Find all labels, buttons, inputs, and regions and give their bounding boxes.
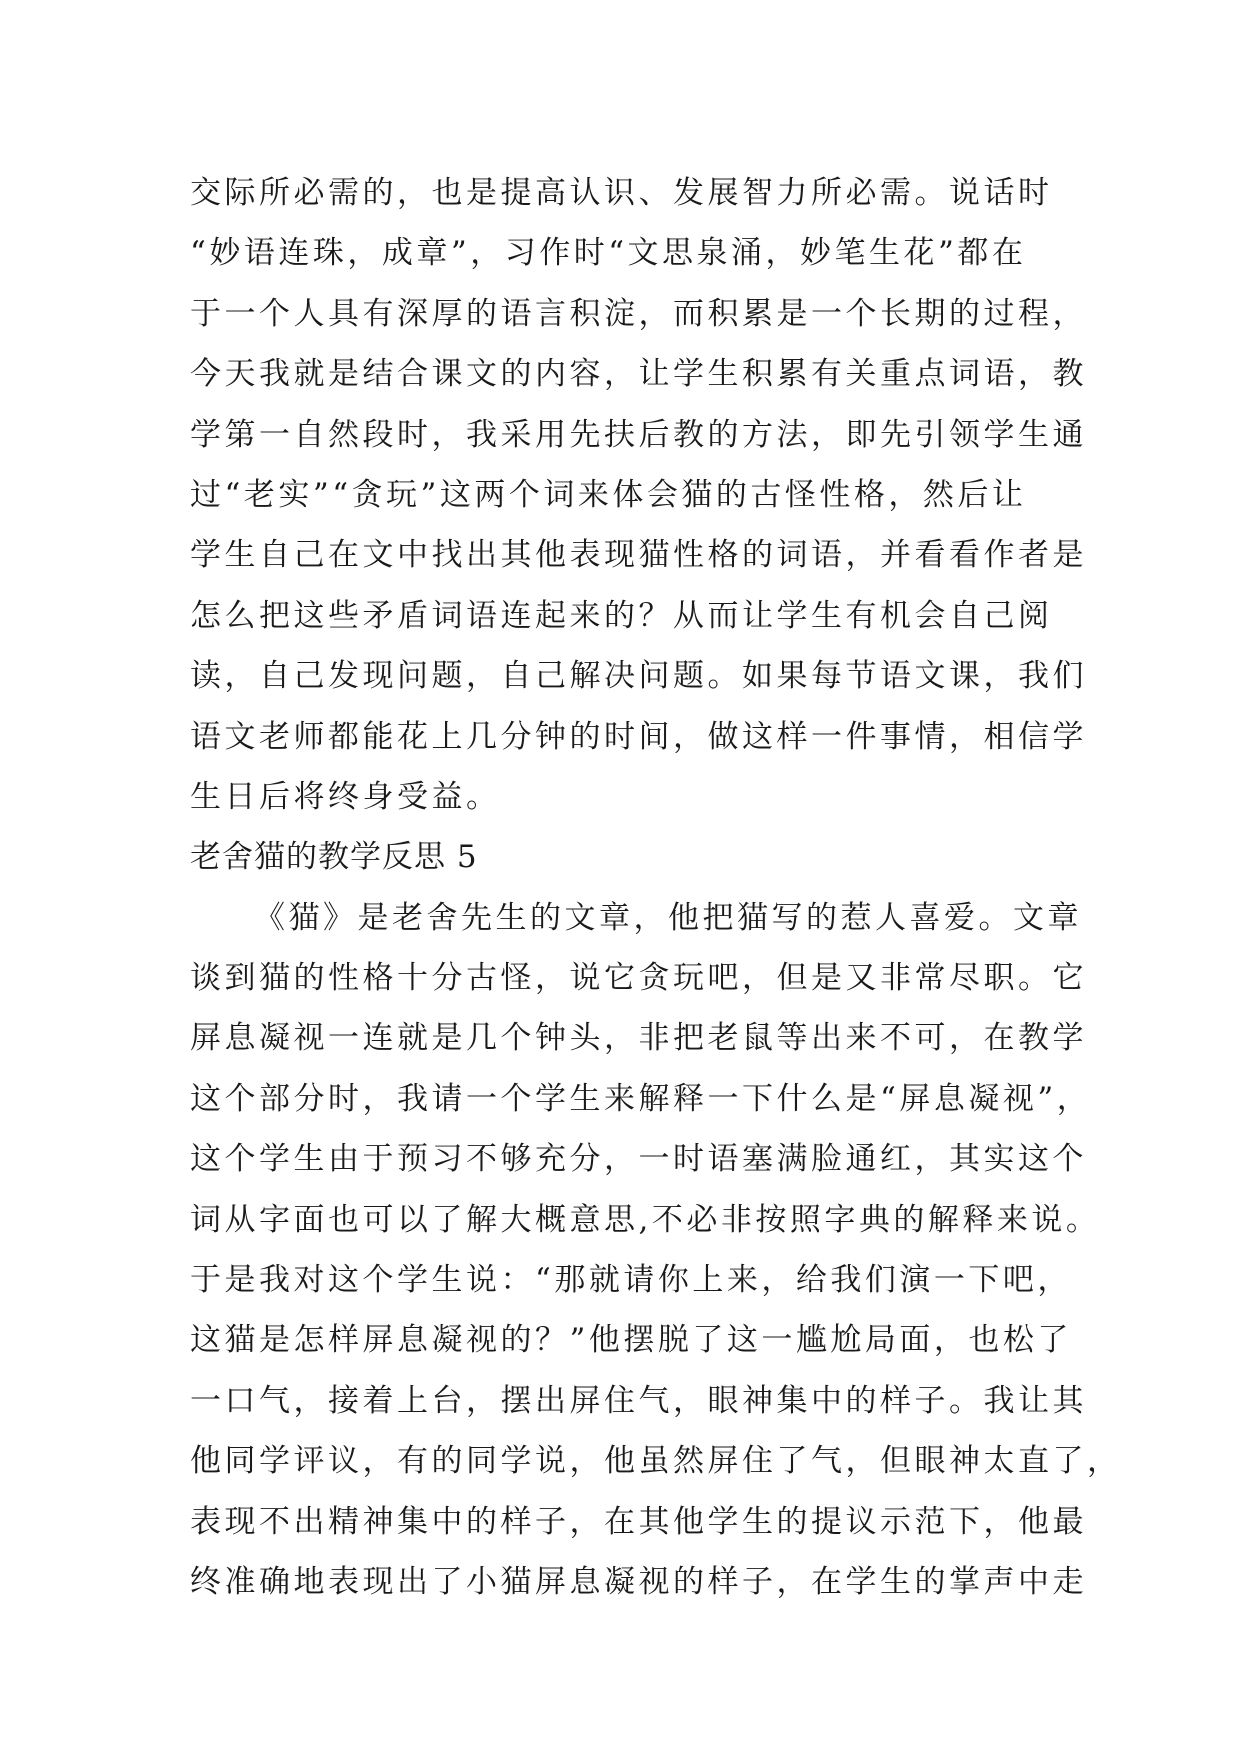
text-line: 生日后将终身受益。: [190, 778, 501, 815]
text-line: 这个学生由于预习不够充分，一时语塞满脸通红，其实这个: [190, 1141, 1087, 1178]
text-line: 他同学评议，有的同学说，他虽然屏住了气，但眼神太直了，: [190, 1443, 1122, 1480]
text-line: 终准确地表现出了小猫屏息凝视的样子，在学生的掌声中走: [190, 1563, 1087, 1600]
text-line: 今天我就是结合课文的内容，让学生积累有关重点词语，教: [190, 356, 1087, 393]
text-line: 怎么把这些矛盾词语连起来的？从而让学生有机会自己阅: [190, 597, 1053, 634]
text-line: 表现不出精神集中的样子，在其他学生的提议示范下，他最: [190, 1503, 1087, 1540]
text-line: 交际所必需的，也是提高认识、发展智力所必需。说话时: [190, 175, 1053, 211]
text-line: 于是我对这个学生说：“那就请你上来，给我们演一下吧，: [190, 1262, 1072, 1299]
text-line: 读，自己发现问题，自己解决问题。如果每节语文课，我们: [190, 658, 1087, 695]
text-line: 这猫是怎样屏息凝视的？”他摆脱了这一尴尬局面，也松了: [190, 1322, 1072, 1359]
text-line: 《猫》是老舍先生的文章，他把猫写的惹人喜爱。文章: [254, 899, 1082, 936]
text-line: 学生自己在文中找出其他表现猫性格的词语，并看看作者是: [190, 537, 1087, 574]
text-line: “妙语连珠，成章”，习作时“文思泉涌，妙笔生花”都在: [190, 235, 1027, 272]
text-line: 学第一自然段时，我采用先扶后教的方法，即先引领学生通: [190, 416, 1087, 453]
text-line: 这个部分时，我请一个学生来解释一下什么是“屏息凝视”，: [190, 1080, 1092, 1117]
text-line: 过“老实”“贪玩”这两个词来体会猫的古怪性格，然后让: [190, 476, 1027, 513]
document-body: [190, 163, 1122, 1612]
section-heading: 老舍猫的教学反思 5: [190, 839, 478, 876]
text-line: 屏息凝视一连就是几个钟头，非把老鼠等出来不可，在教学: [190, 1020, 1087, 1057]
paragraph-reflection: [190, 888, 1122, 1613]
text-line: 语文老师都能花上几分钟的时间，做这样一件事情，相信学: [190, 718, 1087, 755]
text-line: 词从字面也可以了解大概意思,不必非按照字典的解释来说。: [190, 1201, 1101, 1238]
text-line: 于一个人具有深厚的语言积淀，而积累是一个长期的过程，: [190, 295, 1087, 332]
text-line: 一口气，接着上台，摆出屏住气，眼神集中的样子。我让其: [190, 1382, 1087, 1419]
paragraph-continued: [190, 163, 1087, 827]
text-line: 谈到猫的性格十分古怪，说它贪玩吧，但是又非常尽职。它: [190, 960, 1087, 997]
